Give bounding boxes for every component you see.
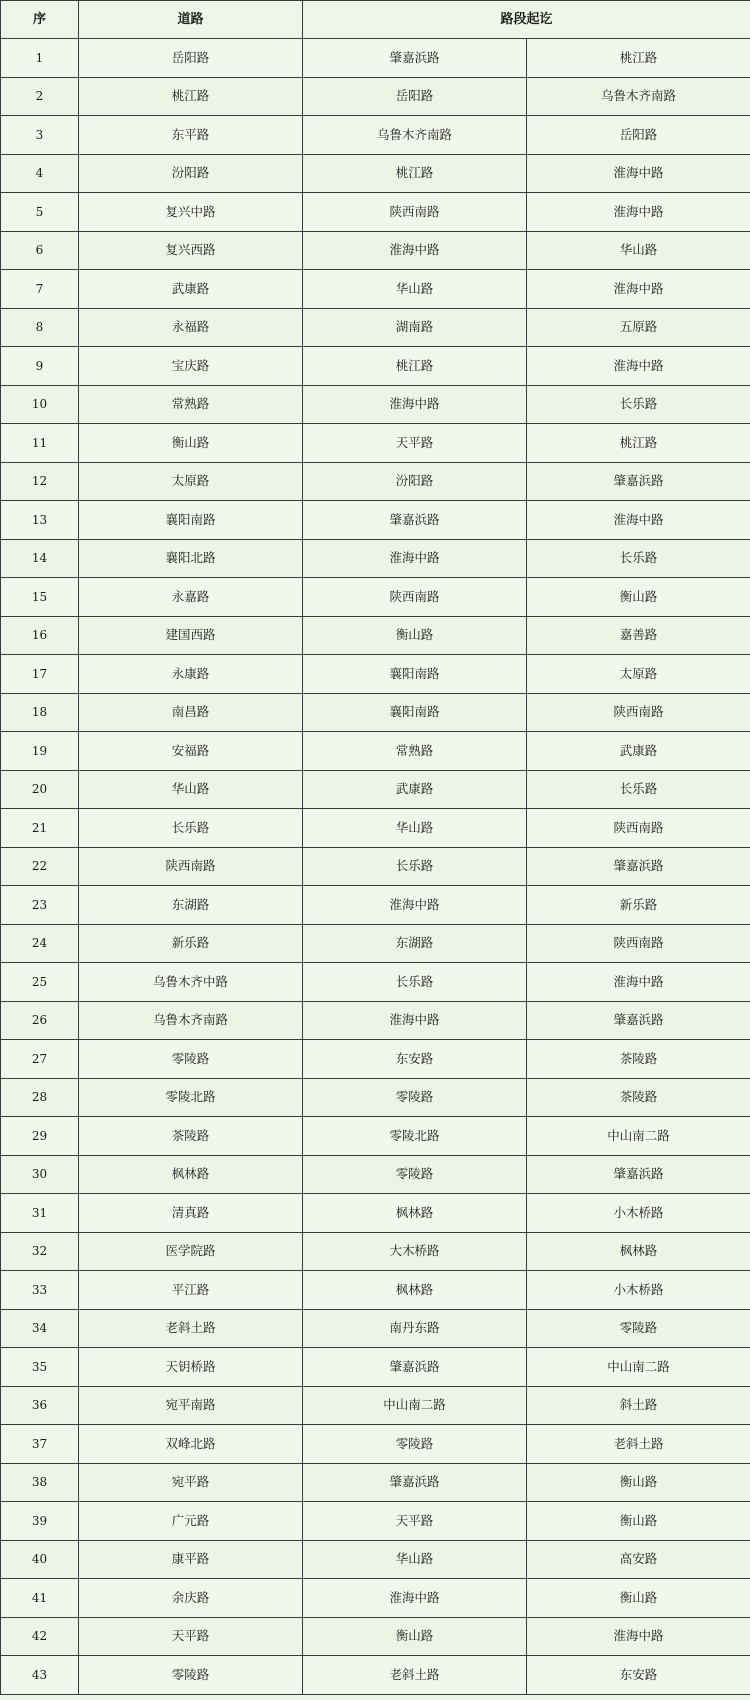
section-to: 淮海中路 <box>527 963 750 1002</box>
section-to: 乌鲁木齐南路 <box>527 77 750 116</box>
header-index: 序 <box>1 1 79 39</box>
table-row <box>1 1155 750 1194</box>
road-name: 天钥桥路 <box>79 1348 303 1387</box>
section-from: 淮海中路 <box>303 886 527 925</box>
section-to: 五原路 <box>527 308 750 347</box>
section-to: 高安路 <box>527 1540 750 1579</box>
road-name: 天平路 <box>79 1617 303 1656</box>
section-from: 陕西南路 <box>303 578 527 617</box>
road-name: 老斜土路 <box>79 1309 303 1348</box>
table-row <box>1 347 750 386</box>
section-from: 淮海中路 <box>303 1001 527 1040</box>
section-from: 乌鲁木齐南路 <box>303 116 527 155</box>
row-index: 19 <box>1 732 79 771</box>
section-from: 常熟路 <box>303 732 527 771</box>
table-row <box>1 578 750 617</box>
row-index: 15 <box>1 578 79 617</box>
road-name: 太原路 <box>79 462 303 501</box>
row-index: 37 <box>1 1425 79 1464</box>
row-index: 6 <box>1 231 79 270</box>
table-header <box>1 1 750 39</box>
road-name: 南昌路 <box>79 693 303 732</box>
road-name: 襄阳北路 <box>79 539 303 578</box>
section-to: 零陵路 <box>527 1309 750 1348</box>
row-index: 40 <box>1 1540 79 1579</box>
section-to: 华山路 <box>527 231 750 270</box>
section-from: 淮海中路 <box>303 385 527 424</box>
table-row <box>1 963 750 1002</box>
table-row <box>1 501 750 540</box>
section-from: 襄阳南路 <box>303 655 527 694</box>
section-to: 桃江路 <box>527 39 750 78</box>
row-index: 22 <box>1 847 79 886</box>
section-from: 肇嘉浜路 <box>303 1463 527 1502</box>
row-index: 24 <box>1 924 79 963</box>
section-to: 老斜土路 <box>527 1425 750 1464</box>
row-index: 38 <box>1 1463 79 1502</box>
section-to: 小木桥路 <box>527 1271 750 1310</box>
road-name: 衡山路 <box>79 424 303 463</box>
section-from: 东安路 <box>303 1040 527 1079</box>
section-from: 枫林路 <box>303 1194 527 1233</box>
row-index: 33 <box>1 1271 79 1310</box>
row-index: 2 <box>1 77 79 116</box>
section-from: 淮海中路 <box>303 539 527 578</box>
row-index: 4 <box>1 154 79 193</box>
road-name: 襄阳南路 <box>79 501 303 540</box>
section-to: 陕西南路 <box>527 924 750 963</box>
row-index: 30 <box>1 1155 79 1194</box>
table-row <box>1 1117 750 1156</box>
road-name: 医学院路 <box>79 1232 303 1271</box>
header-row <box>1 1 750 39</box>
section-from: 零陵路 <box>303 1425 527 1464</box>
section-from: 淮海中路 <box>303 1579 527 1618</box>
table-row <box>1 39 750 78</box>
road-name: 双峰北路 <box>79 1425 303 1464</box>
table-row <box>1 693 750 732</box>
section-to: 中山南二路 <box>527 1348 750 1387</box>
row-index: 28 <box>1 1078 79 1117</box>
table-row <box>1 1540 750 1579</box>
section-to: 陕西南路 <box>527 809 750 848</box>
road-name: 零陵北路 <box>79 1078 303 1117</box>
row-index: 25 <box>1 963 79 1002</box>
table-row <box>1 77 750 116</box>
section-from: 南丹东路 <box>303 1309 527 1348</box>
section-from: 长乐路 <box>303 847 527 886</box>
section-from: 肇嘉浜路 <box>303 1348 527 1387</box>
road-name: 清真路 <box>79 1194 303 1233</box>
row-index: 17 <box>1 655 79 694</box>
section-from: 武康路 <box>303 770 527 809</box>
table-row <box>1 1386 750 1425</box>
section-to: 淮海中路 <box>527 270 750 309</box>
row-index: 31 <box>1 1194 79 1233</box>
section-to: 中山南二路 <box>527 1117 750 1156</box>
table-row <box>1 1194 750 1233</box>
table-row <box>1 462 750 501</box>
table-row <box>1 193 750 232</box>
road-name: 建国西路 <box>79 616 303 655</box>
section-from: 衡山路 <box>303 1617 527 1656</box>
row-index: 43 <box>1 1656 79 1695</box>
section-from: 华山路 <box>303 1540 527 1579</box>
row-index: 34 <box>1 1309 79 1348</box>
road-name: 桃江路 <box>79 77 303 116</box>
road-name: 乌鲁木齐中路 <box>79 963 303 1002</box>
road-name: 岳阳路 <box>79 39 303 78</box>
row-index: 21 <box>1 809 79 848</box>
section-to: 衡山路 <box>527 1463 750 1502</box>
table-row <box>1 847 750 886</box>
section-from: 零陵北路 <box>303 1117 527 1156</box>
table-row <box>1 1078 750 1117</box>
section-to: 衡山路 <box>527 1579 750 1618</box>
section-from: 枫林路 <box>303 1271 527 1310</box>
table-row <box>1 1579 750 1618</box>
row-index: 29 <box>1 1117 79 1156</box>
road-name: 常熟路 <box>79 385 303 424</box>
section-to: 淮海中路 <box>527 501 750 540</box>
row-index: 42 <box>1 1617 79 1656</box>
table-row <box>1 1502 750 1541</box>
road-name: 复兴西路 <box>79 231 303 270</box>
section-from: 襄阳南路 <box>303 693 527 732</box>
row-index: 7 <box>1 270 79 309</box>
table-row <box>1 1040 750 1079</box>
section-to: 茶陵路 <box>527 1078 750 1117</box>
table-row <box>1 616 750 655</box>
road-name: 武康路 <box>79 270 303 309</box>
road-name: 广元路 <box>79 1502 303 1541</box>
section-from: 肇嘉浜路 <box>303 501 527 540</box>
table-row <box>1 116 750 155</box>
section-to: 肇嘉浜路 <box>527 1155 750 1194</box>
section-from: 华山路 <box>303 270 527 309</box>
row-index: 18 <box>1 693 79 732</box>
section-from: 零陵路 <box>303 1155 527 1194</box>
section-to: 斜土路 <box>527 1386 750 1425</box>
section-to: 桃江路 <box>527 424 750 463</box>
section-to: 岳阳路 <box>527 116 750 155</box>
section-to: 淮海中路 <box>527 347 750 386</box>
section-to: 淮海中路 <box>527 154 750 193</box>
table-row <box>1 308 750 347</box>
table-row <box>1 154 750 193</box>
row-index: 14 <box>1 539 79 578</box>
row-index: 3 <box>1 116 79 155</box>
section-from: 零陵路 <box>303 1078 527 1117</box>
table-row <box>1 809 750 848</box>
row-index: 5 <box>1 193 79 232</box>
road-name: 东湖路 <box>79 886 303 925</box>
road-name: 乌鲁木齐南路 <box>79 1001 303 1040</box>
table-row <box>1 1309 750 1348</box>
row-index: 32 <box>1 1232 79 1271</box>
section-from: 天平路 <box>303 1502 527 1541</box>
section-to: 淮海中路 <box>527 193 750 232</box>
section-from: 汾阳路 <box>303 462 527 501</box>
section-from: 陕西南路 <box>303 193 527 232</box>
row-index: 41 <box>1 1579 79 1618</box>
section-to: 茶陵路 <box>527 1040 750 1079</box>
section-from: 桃江路 <box>303 154 527 193</box>
row-index: 36 <box>1 1386 79 1425</box>
section-from: 衡山路 <box>303 616 527 655</box>
row-index: 16 <box>1 616 79 655</box>
row-index: 11 <box>1 424 79 463</box>
table-row <box>1 1425 750 1464</box>
section-to: 新乐路 <box>527 886 750 925</box>
section-from: 华山路 <box>303 809 527 848</box>
section-to: 嘉善路 <box>527 616 750 655</box>
section-from: 肇嘉浜路 <box>303 39 527 78</box>
road-name: 汾阳路 <box>79 154 303 193</box>
section-from: 大木桥路 <box>303 1232 527 1271</box>
road-name: 东平路 <box>79 116 303 155</box>
section-to: 枫林路 <box>527 1232 750 1271</box>
road-name: 零陵路 <box>79 1656 303 1695</box>
section-to: 东安路 <box>527 1656 750 1695</box>
section-to: 淮海中路 <box>527 1617 750 1656</box>
row-index: 10 <box>1 385 79 424</box>
section-from: 东湖路 <box>303 924 527 963</box>
row-index: 13 <box>1 501 79 540</box>
road-name: 康平路 <box>79 1540 303 1579</box>
table-row <box>1 539 750 578</box>
table-row <box>1 1232 750 1271</box>
section-to: 肇嘉浜路 <box>527 847 750 886</box>
road-name: 长乐路 <box>79 809 303 848</box>
row-index: 26 <box>1 1001 79 1040</box>
table-row <box>1 1463 750 1502</box>
road-name: 宝庆路 <box>79 347 303 386</box>
road-name: 零陵路 <box>79 1040 303 1079</box>
section-from: 岳阳路 <box>303 77 527 116</box>
road-name: 宛平路 <box>79 1463 303 1502</box>
row-index: 39 <box>1 1502 79 1541</box>
section-to: 长乐路 <box>527 539 750 578</box>
section-to: 小木桥路 <box>527 1194 750 1233</box>
road-name: 陕西南路 <box>79 847 303 886</box>
section-to: 长乐路 <box>527 385 750 424</box>
row-index: 20 <box>1 770 79 809</box>
table-row <box>1 1656 750 1695</box>
row-index: 8 <box>1 308 79 347</box>
section-from: 天平路 <box>303 424 527 463</box>
table-row <box>1 1348 750 1387</box>
road-name: 复兴中路 <box>79 193 303 232</box>
road-name: 华山路 <box>79 770 303 809</box>
row-index: 35 <box>1 1348 79 1387</box>
section-from: 老斜土路 <box>303 1656 527 1695</box>
road-name: 余庆路 <box>79 1579 303 1618</box>
road-name: 宛平南路 <box>79 1386 303 1425</box>
section-from: 长乐路 <box>303 963 527 1002</box>
road-name: 安福路 <box>79 732 303 771</box>
road-name: 平江路 <box>79 1271 303 1310</box>
table-row <box>1 732 750 771</box>
header-section: 路段起讫 <box>303 1 750 39</box>
table-row <box>1 1617 750 1656</box>
row-index: 27 <box>1 1040 79 1079</box>
table-row <box>1 770 750 809</box>
row-index: 12 <box>1 462 79 501</box>
row-index: 23 <box>1 886 79 925</box>
table-row <box>1 231 750 270</box>
section-to: 长乐路 <box>527 770 750 809</box>
section-to: 太原路 <box>527 655 750 694</box>
road-name: 永康路 <box>79 655 303 694</box>
section-to: 肇嘉浜路 <box>527 1001 750 1040</box>
table-row <box>1 1001 750 1040</box>
section-to: 衡山路 <box>527 1502 750 1541</box>
table-body <box>1 39 750 1695</box>
table-row <box>1 924 750 963</box>
table-row <box>1 655 750 694</box>
section-to: 衡山路 <box>527 578 750 617</box>
table-row <box>1 886 750 925</box>
road-name: 永嘉路 <box>79 578 303 617</box>
section-to: 肇嘉浜路 <box>527 462 750 501</box>
row-index: 1 <box>1 39 79 78</box>
section-to: 陕西南路 <box>527 693 750 732</box>
road-name: 茶陵路 <box>79 1117 303 1156</box>
road-name: 新乐路 <box>79 924 303 963</box>
section-to: 武康路 <box>527 732 750 771</box>
section-from: 淮海中路 <box>303 231 527 270</box>
section-from: 湖南路 <box>303 308 527 347</box>
road-name: 永福路 <box>79 308 303 347</box>
section-from: 中山南二路 <box>303 1386 527 1425</box>
table-row <box>1 1271 750 1310</box>
table-row <box>1 424 750 463</box>
road-name: 枫林路 <box>79 1155 303 1194</box>
section-from: 桃江路 <box>303 347 527 386</box>
row-index: 9 <box>1 347 79 386</box>
header-road: 道路 <box>79 1 303 39</box>
table-row <box>1 385 750 424</box>
table-row <box>1 270 750 309</box>
